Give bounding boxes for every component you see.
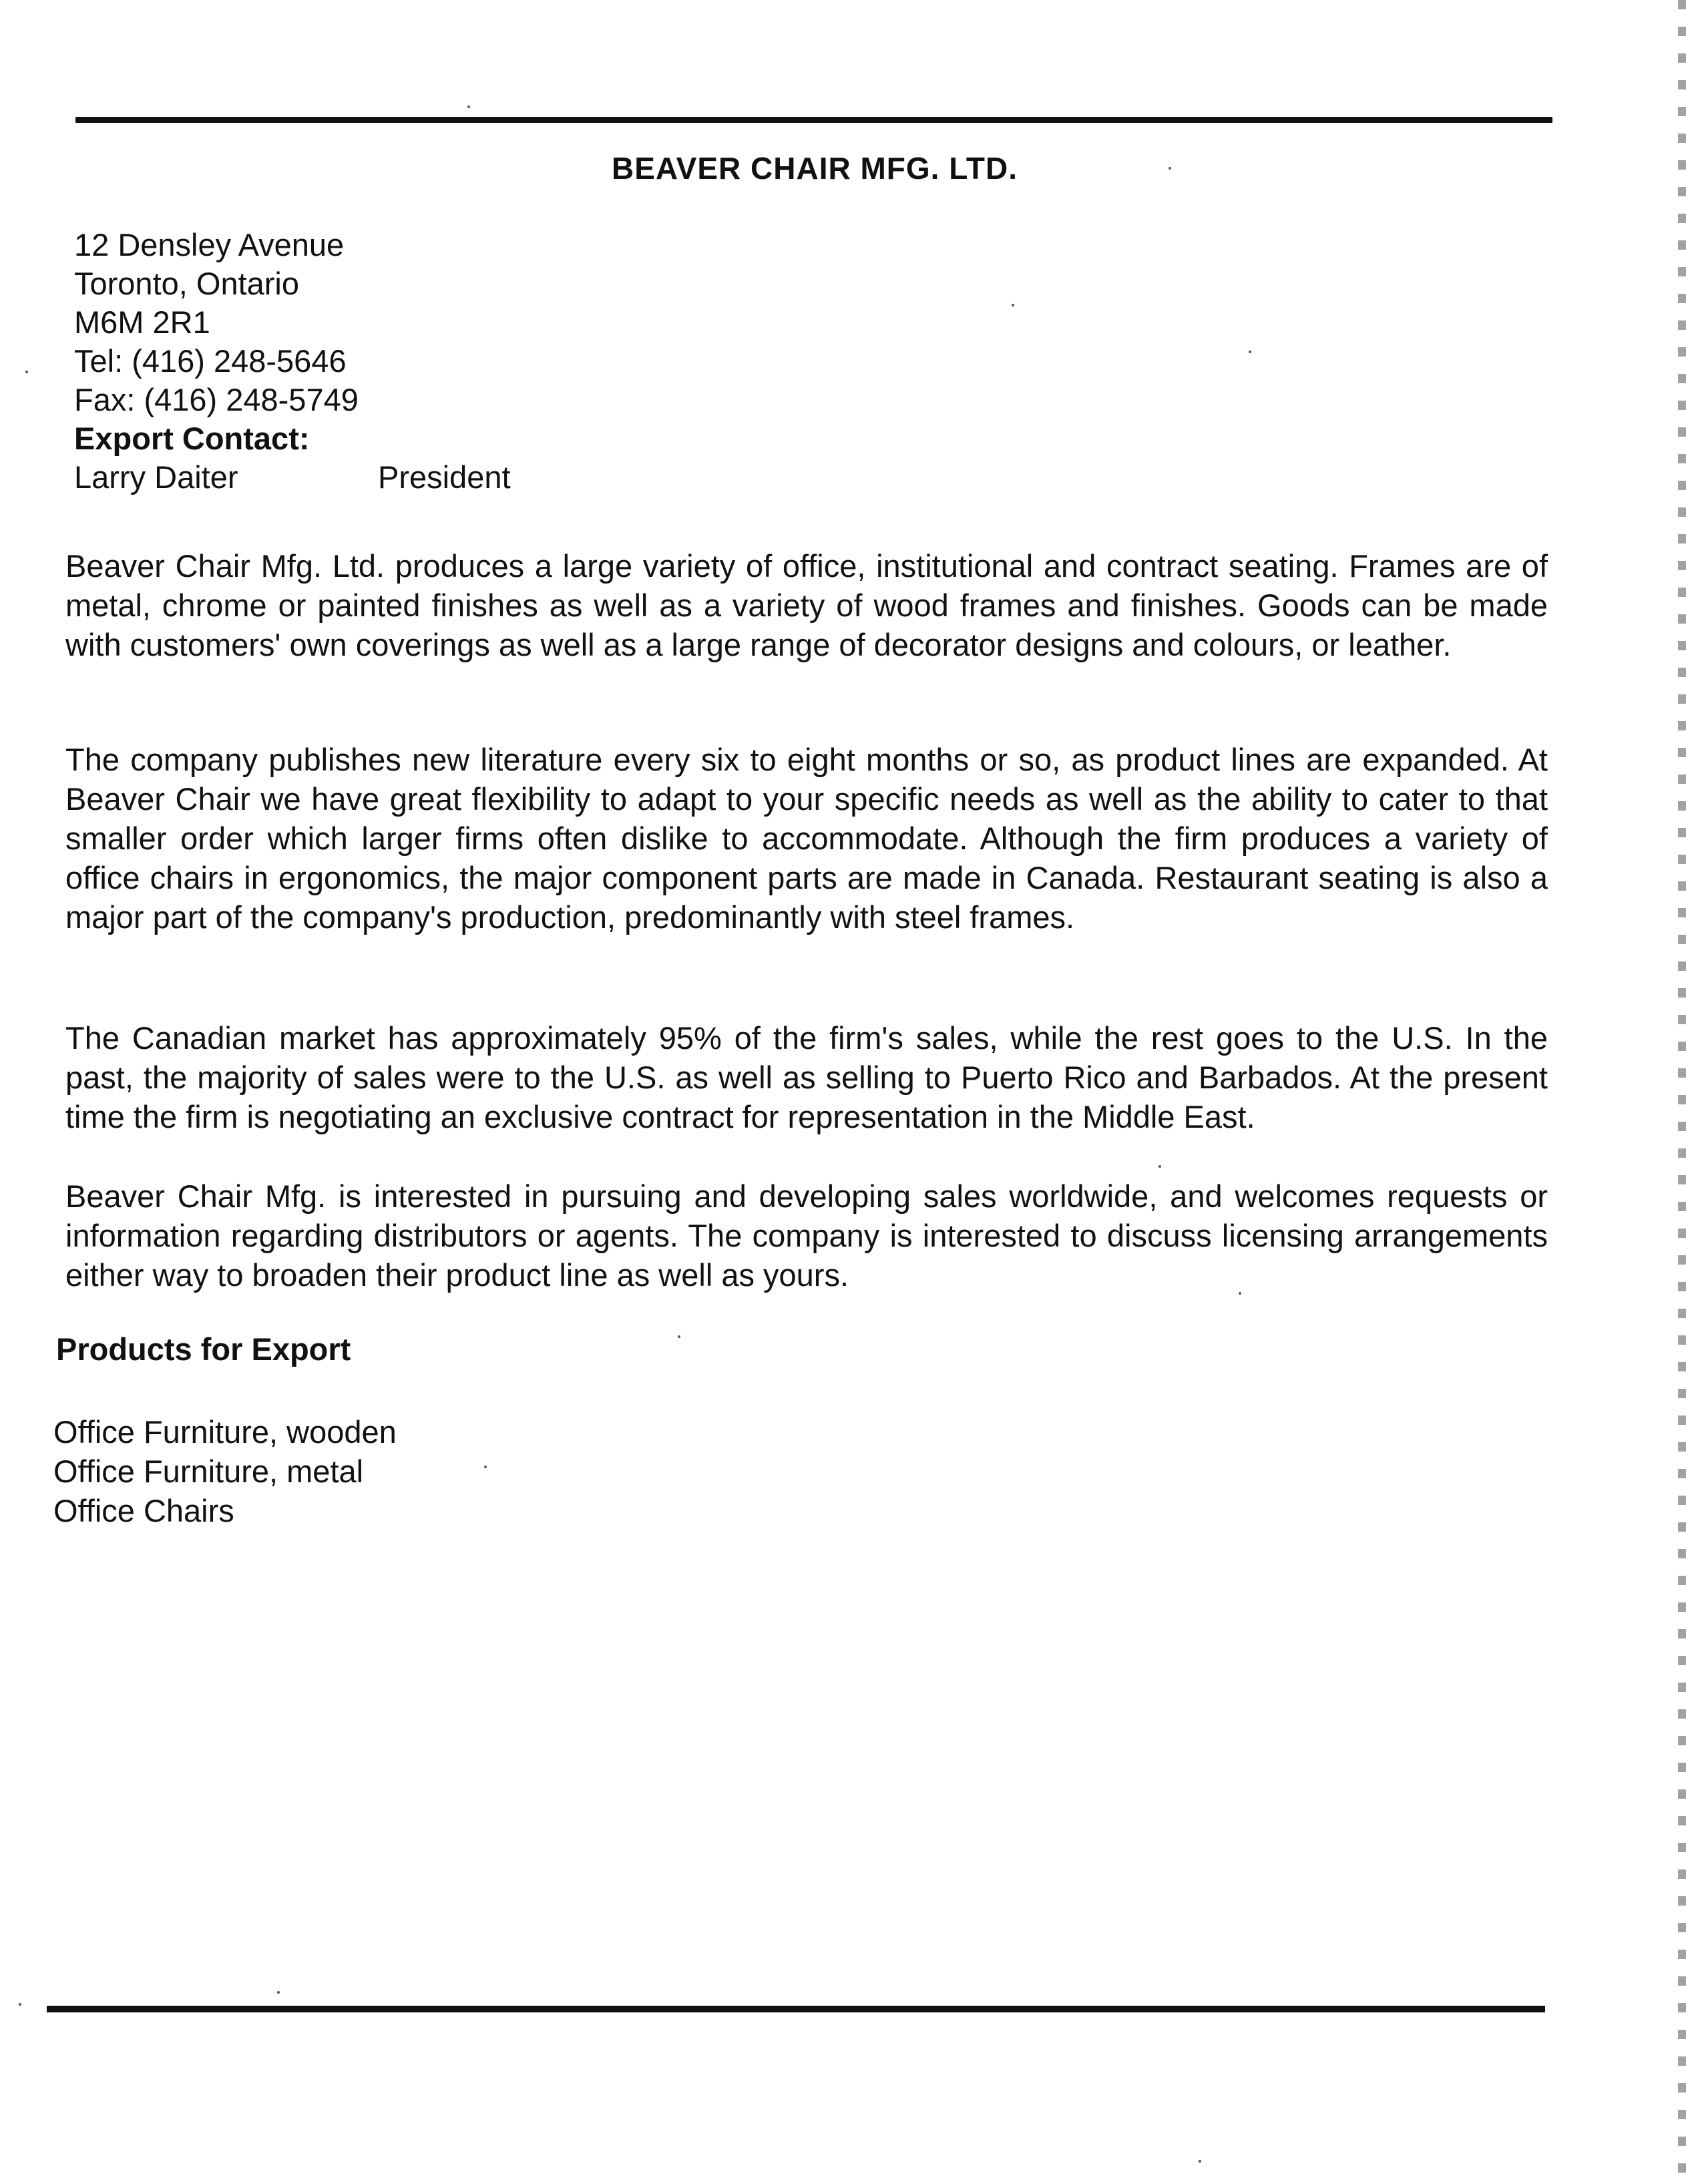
scan-speck xyxy=(484,1466,487,1468)
scan-speck xyxy=(1158,1165,1161,1168)
scan-speck xyxy=(277,1991,280,1994)
scan-speck xyxy=(1249,351,1251,353)
company-title: BEAVER CHAIR MFG. LTD. xyxy=(611,151,1018,186)
scan-edge xyxy=(1678,0,1686,2184)
scan-speck xyxy=(1012,304,1014,306)
paragraph-worldwide-interest: Beaver Chair Mfg. is interested in pursuing and developing sales worldwide, and welcomes requests or information regarding distributors or agents. The company is interested to discuss licensing arrangements either way to broaden their product line as well as yours. xyxy=(65,1178,1548,1293)
scan-speck xyxy=(678,1335,680,1338)
paragraph-literature-flexibility: The company publishes new literature every six to eight months or so, as product lines are expanded. At Beaver Chair we have great flexibility to adapt to your specific needs as well as the ability to cater to that smaller order which larger firms often dislike to accommodate. Although the firm produces a variety of office chairs in ergonomics, the major component parts are made in Canada. Restaurant seating is also a major part of the company's production, predominantly with steel frames. xyxy=(65,742,1548,935)
address-city: Toronto, Ontario xyxy=(74,266,300,301)
paragraph-products-overview: Beaver Chair Mfg. Ltd. produces a large variety of office, institutional and contract seating. Frames are of metal, chrome or painted finishes as well as a variety of wood frames and finishes. Goods can be made with customers' own coverings as well as a large range of decorator designs and colours, or leather. xyxy=(65,548,1548,662)
product-item: Office Furniture, metal xyxy=(53,1454,364,1489)
products-list xyxy=(53,1412,397,1530)
scan-speck xyxy=(1199,2160,1201,2163)
address-block xyxy=(74,226,511,497)
scan-speck xyxy=(19,2003,21,2006)
paragraph-market-sales: The Canadian market has approximately 95% of the firm's sales, while the rest goes to the U.S. In the past, the majority of sales were to the U.S. as well as selling to Puerto Rico and Barbados. At the present time the firm is negotiating an exclusive contract for representation in the Middle East. xyxy=(65,1020,1548,1134)
address-fax: Fax: (416) 248-5749 xyxy=(74,382,359,417)
address-street: 12 Densley Avenue xyxy=(74,227,345,262)
products-heading: Products for Export xyxy=(56,1331,351,1367)
export-contact-name: Larry Daiter xyxy=(74,459,238,495)
product-item: Office Furniture, wooden xyxy=(53,1414,397,1450)
top-divider xyxy=(75,117,1552,123)
product-item: Office Chairs xyxy=(53,1493,234,1528)
export-contact-row xyxy=(74,458,511,497)
address-tel: Tel: (416) 248-5646 xyxy=(74,343,347,379)
scan-speck xyxy=(25,371,28,373)
export-contact-title: President xyxy=(378,459,511,495)
scan-speck xyxy=(1169,167,1171,170)
export-contact-heading: Export Contact: xyxy=(74,421,310,456)
bottom-divider xyxy=(47,2006,1545,2012)
scan-speck xyxy=(1239,1292,1241,1295)
scan-speck xyxy=(467,105,470,108)
address-postal-code: M6M 2R1 xyxy=(74,304,210,340)
